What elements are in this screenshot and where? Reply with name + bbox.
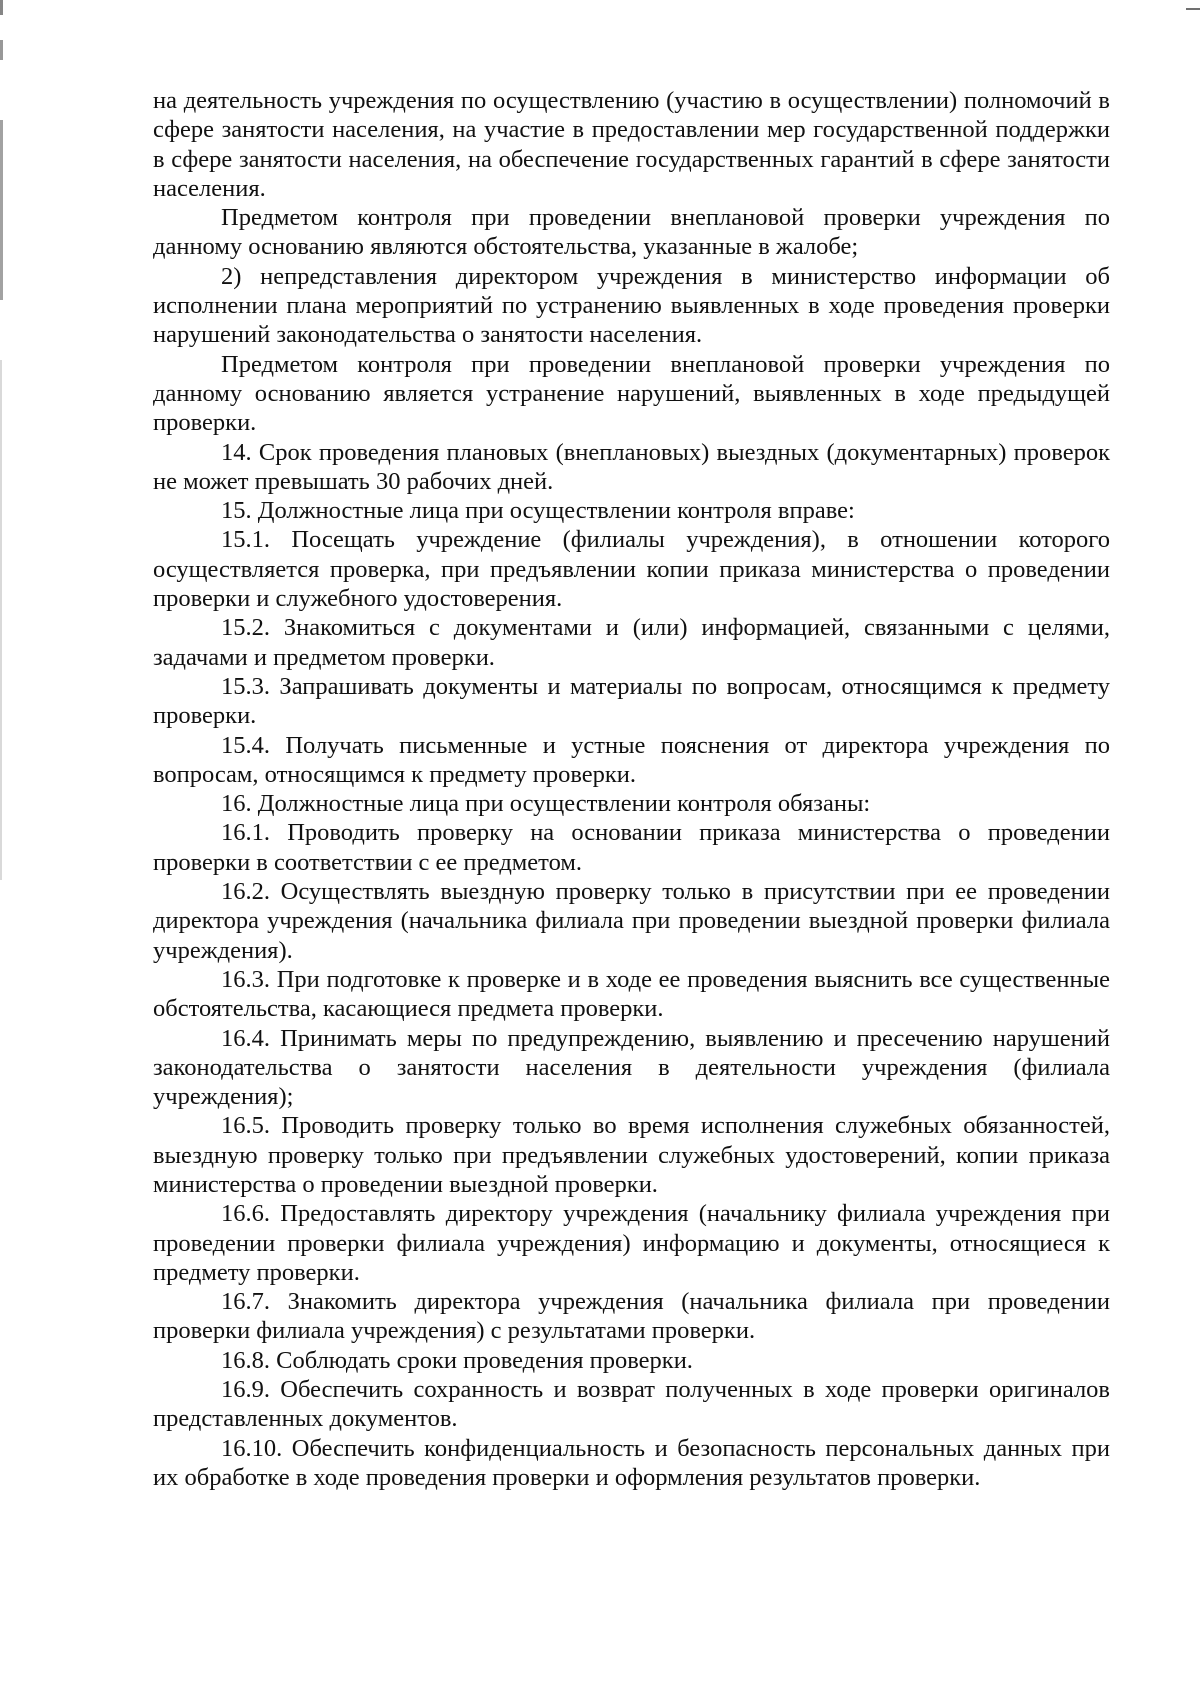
paragraph-16-8: 16.8. Соблюдать сроки проведения проверки. <box>221 1346 693 1374</box>
paragraph-15-4: 15.4. Получать письменные и устные пояснения от директора учреждения по вопросам, относящимся к предмету проверки. <box>153 731 1110 788</box>
paragraph-control-subject-violations: Предметом контроля при проведении внеплановой проверки учреждения по данному основанию является устранение нарушений, выявленных в ходе предыдущей проверки. <box>153 350 1110 437</box>
paragraph-16-5: 16.5. Проводить проверку только во время исполнения служебных обязанностей, выездную проверку только при предъявлении служебных удостоверений, копии приказа министерства о проведении выездной проверки. <box>153 1112 1110 1198</box>
paragraph-16-7: 16.7. Знакомить директора учреждения (начальника филиала при проведении проверки филиала учреждения) с результатами проверки. <box>153 1288 1110 1345</box>
paragraph-16-10: 16.10. Обеспечить конфиденциальность и безопасность персональных данных при их обработке в ходе проведения проверки и оформления результатов проверки. <box>153 1434 1110 1491</box>
scan-edge-artifact-secondary <box>0 360 2 880</box>
paragraph-15-2: 15.2. Знакомиться с документами и (или) информацией, связанными с целями, задачами и предметом проверки. <box>153 614 1110 671</box>
paragraph-16-4: 16.4. Принимать меры по предупреждению, выявлению и пресечению нарушений законодательства о занятости населения в деятельности учреждения (филиала учреждения); <box>153 1024 1110 1111</box>
paragraph-continuation: на деятельность учреждения по осуществлению (участию в осуществлении) полномочий в сфере занятости населения, на участие в предоставлении мер государственной поддержки в сфере занятости населения, на обеспечение государственных гарантий в сфере занятости населения. <box>153 87 1110 202</box>
paragraph-15-3: 15.3. Запрашивать документы и материалы по вопросам, относящимся к предмету проверки. <box>153 672 1110 730</box>
paragraph-16-1: 16.1. Проводить проверку на основании приказа министерства о проведении проверки в соответствии с ее предметом. <box>153 819 1110 876</box>
paragraph-14: 14. Срок проведения плановых (внеплановых) выездных (документарных) проверок не может превышать 30 рабочих дней. <box>153 438 1110 495</box>
paragraph-16-9: 16.9. Обеспечить сохранность и возврат полученных в ходе проверки оригиналов представленных документов. <box>153 1376 1110 1433</box>
paragraph-15-1: 15.1. Посещать учреждение (филиалы учреждения), в отношении которого осуществляется проверка, при предъявлении копии приказа министерства о проведении проверки и служебного удостоверения. <box>153 526 1110 613</box>
paragraph-15: 15. Должностные лица при осуществлении контроля вправе: <box>221 497 855 525</box>
paragraph-16-2: 16.2. Осуществлять выездную проверку только в присутствии при ее проведении директора учреждения (начальника филиала при проведении выездной проверки филиала учреждения). <box>153 878 1110 964</box>
paragraph-control-subject-complaint: Предметом контроля при проведении внеплановой проверки учреждения по данному основанию являются обстоятельства, указанные в жалобе; <box>153 204 1110 261</box>
scan-corner-mark <box>1186 8 1200 10</box>
paragraph-16-6: 16.6. Предоставлять директору учреждения (начальнику филиала учреждения при проведении проверки филиала учреждения) информацию и документы, относящиеся к предмету проверки. <box>153 1200 1110 1286</box>
paragraph-basis-2: 2) непредставления директором учреждения в министерство информации об исполнении плана мероприятий по устранению выявленных в ходе проведения проверки нарушений законодательства о занятости населения. <box>153 262 1110 349</box>
paragraph-16: 16. Должностные лица при осуществлении контроля обязаны: <box>221 790 871 818</box>
paragraph-16-3: 16.3. При подготовке к проверке и в ходе ее проведения выяснить все существенные обстоятельства, касающиеся предмета проверки. <box>153 965 1110 1023</box>
document-body <box>153 86 1110 1492</box>
